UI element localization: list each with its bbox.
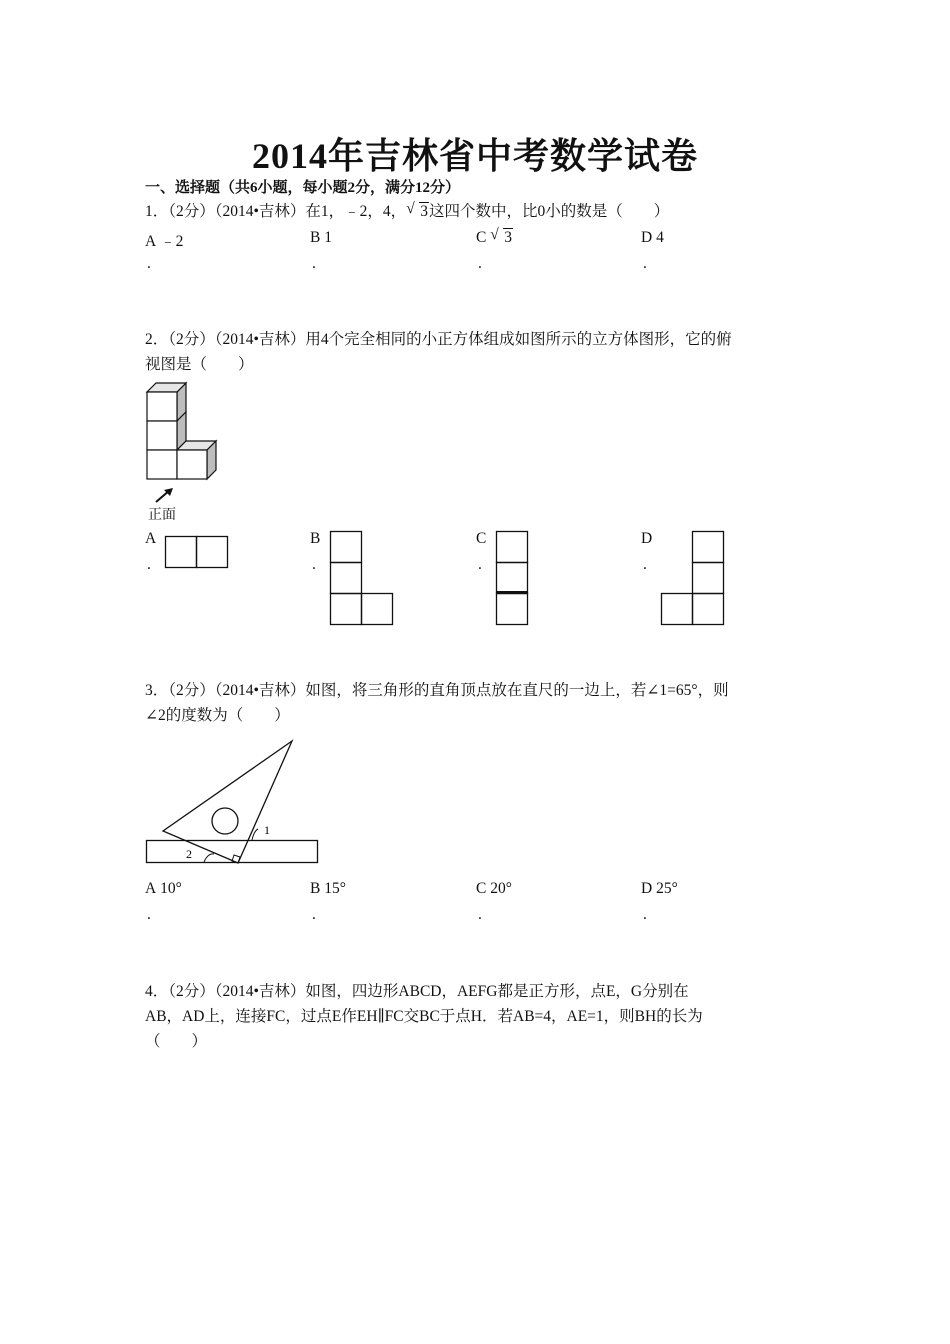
question-2-stem <box>145 327 815 377</box>
cube-stack-figure <box>140 378 230 488</box>
q2-option-b-figure[interactable] <box>330 531 395 626</box>
option-dot: . <box>643 556 647 573</box>
q1-option-d[interactable]: D 4 <box>641 229 664 246</box>
q3-option-d[interactable]: D 25° <box>641 880 678 897</box>
q4-stem-line3: （ ） <box>145 1033 208 1050</box>
option-dot: . <box>147 556 151 573</box>
q1-option-c[interactable]: C √ 3 <box>476 226 512 246</box>
q1-stem-post: 这四个数中，比0小的数是（ ） <box>428 203 670 220</box>
q2-option-a-figure[interactable] <box>165 536 229 569</box>
option-dot: . <box>643 255 647 272</box>
section-heading: 一、选择题（共6小题，每小题2分，满分12分） <box>145 180 461 196</box>
q3-stem-line2: ∠2的度数为（ ） <box>145 707 290 724</box>
front-label: 正面 <box>148 507 176 523</box>
q3-option-c[interactable]: C 20° <box>476 880 512 897</box>
question-4-stem <box>145 979 815 1054</box>
angle-2-label: 2 <box>186 847 192 861</box>
page-title: 2014年吉林省中考数学试卷 <box>251 136 698 176</box>
q1-option-a[interactable]: A ﹣2 <box>145 233 184 250</box>
option-dot: . <box>478 906 482 923</box>
q2-option-c-figure[interactable] <box>496 531 530 626</box>
q1-option-b[interactable]: B 1 <box>310 229 332 246</box>
sqrt-radicand: 3 <box>420 203 428 220</box>
q2-option-b[interactable]: B <box>310 530 321 547</box>
option-dot: . <box>643 906 647 923</box>
q4-stem-line1: 4．（2分）（2014•吉林）如图，四边形ABCD，AEFG都是正方形，点E，G分别在 <box>145 983 689 1000</box>
option-dot: . <box>478 556 482 573</box>
q2-option-d[interactable]: D <box>641 530 653 547</box>
q3-option-b[interactable]: B 15° <box>310 880 346 897</box>
triangle-ruler-figure <box>140 735 325 870</box>
q2-stem-line1: 2．（2分）（2014•吉林）用4个完全相同的小正方体组成如图所示的立方体图形，它的俯 <box>145 331 732 348</box>
q3-stem-line1: 3．（2分）（2014•吉林）如图，将三角形的直角顶点放在直尺的一边上，若∠1=65°，则 <box>145 682 729 699</box>
q4-stem-line2: AB，AD上，连接FC，过点E作EH∥FC交BC于点H．若AB=4，AE=1，则BH的长为 <box>145 1008 703 1025</box>
option-dot: . <box>312 255 316 272</box>
option-dot: . <box>147 255 151 272</box>
angle-1-label: 1 <box>264 823 270 837</box>
option-dot: . <box>312 906 316 923</box>
sqrt-expression: √ 3 <box>490 226 512 246</box>
q2-option-a[interactable]: A <box>145 530 157 547</box>
q2-option-d-figure[interactable] <box>661 531 726 626</box>
sqrt-expression: √ 3 <box>406 200 428 220</box>
q2-stem-line2: 视图是（ ） <box>145 356 254 373</box>
q2-option-c[interactable]: C <box>476 530 487 547</box>
q1-stem-pre: 1．（2分）（2014•吉林）在1，﹣2，4， <box>145 203 407 220</box>
q3-option-a[interactable]: A 10° <box>145 880 182 897</box>
question-3-stem <box>145 678 815 728</box>
question-1-stem <box>145 199 815 224</box>
option-dot: . <box>147 906 151 923</box>
option-dot: . <box>478 255 482 272</box>
option-dot: . <box>312 556 316 573</box>
